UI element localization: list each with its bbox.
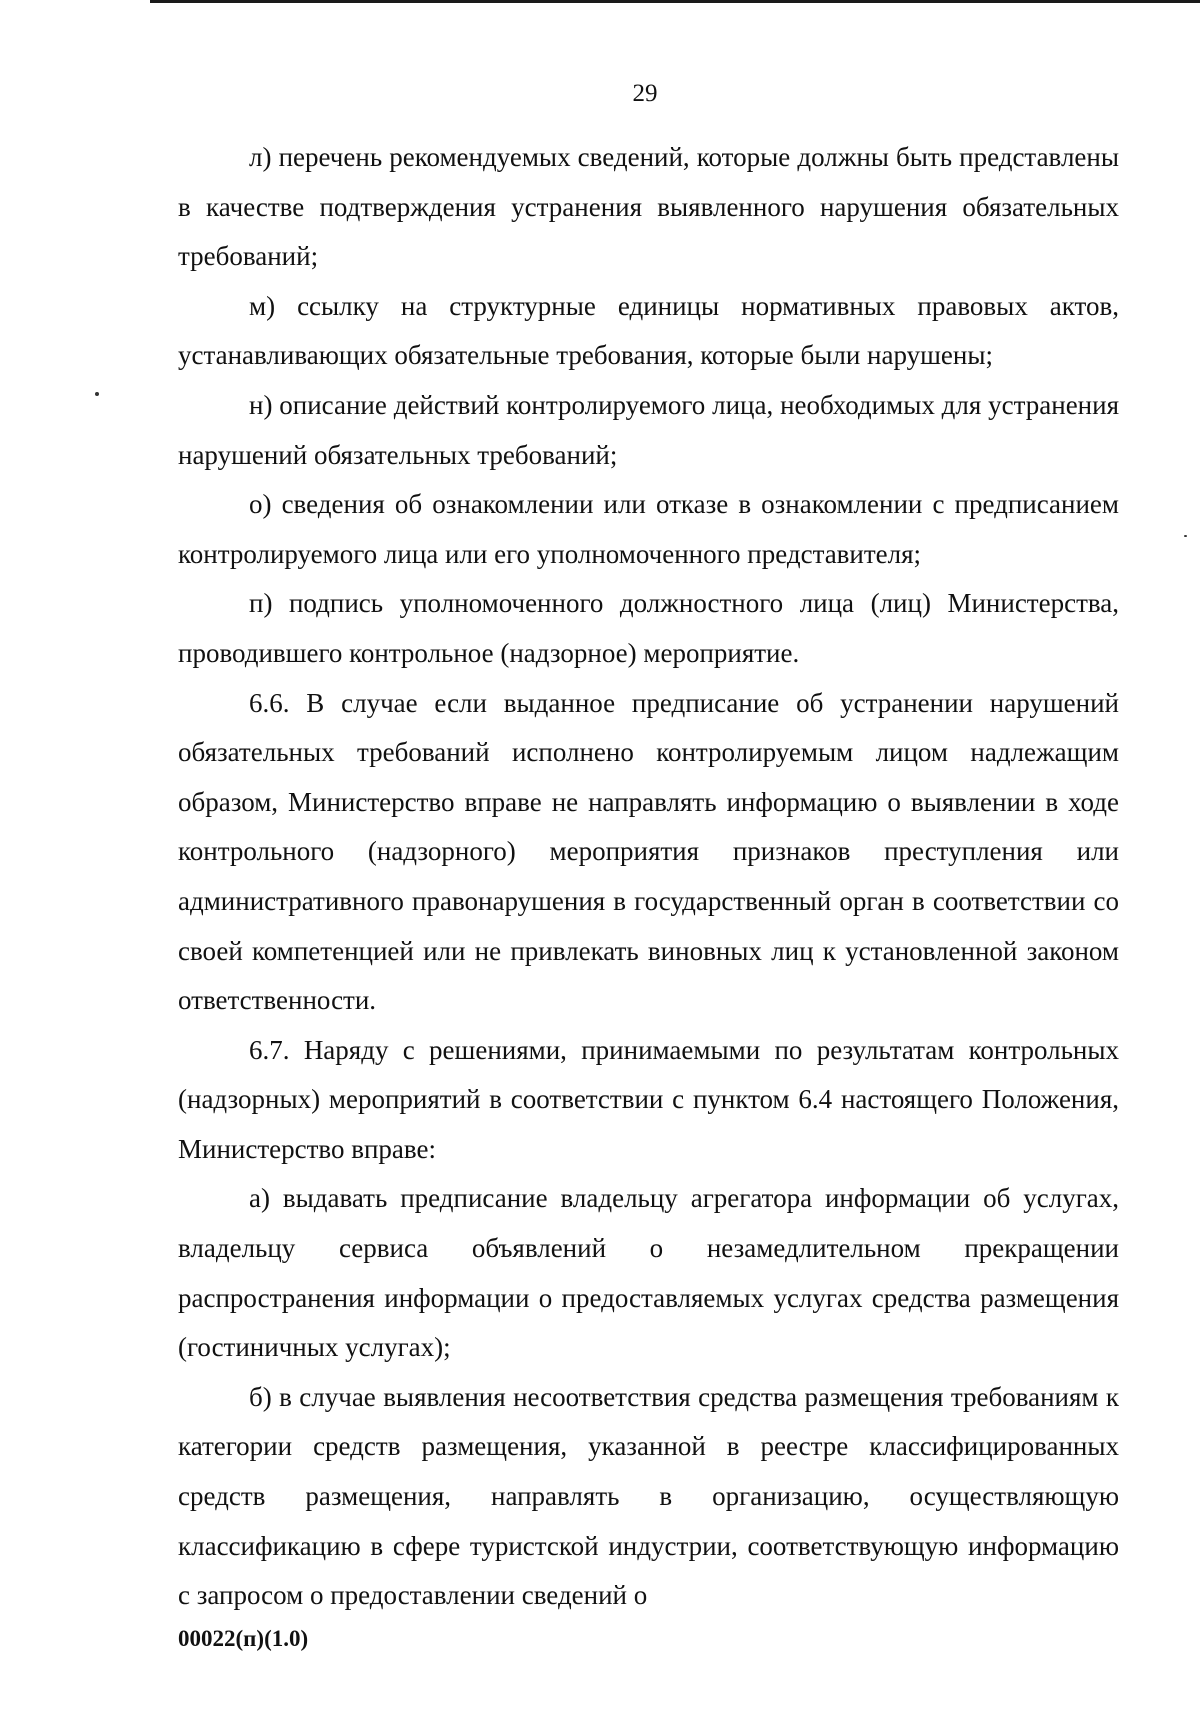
scan-edge-line — [150, 0, 1200, 3]
document-body — [178, 133, 1119, 1621]
paragraph-l: л) перечень рекомендуемых сведений, которые должны быть представлены в качестве подтверждения устранения выявленного нарушения обязательных требований; — [178, 142, 1119, 272]
paragraph-n: н) описание действий контролируемого лица, необходимых для устранения нарушений обязательных требований; — [178, 389, 1119, 470]
paragraph-6-7: 6.7. Наряду с решениями, принимаемыми по результатам контрольных (надзорных) мероприятий в соответствии с пунктом 6.4 настоящего Положения, Министерство вправе: — [178, 1034, 1119, 1164]
scan-speck — [1184, 535, 1187, 537]
paragraph-a: а) выдавать предписание владельцу агрегатора информации об услугах, владельцу сервиса объявлений о незамедлительном прекращении распространения информации о предоставляемых услугах средства размещения (гостиничных услугах); — [178, 1183, 1119, 1363]
document-code: 00022(п)(1.0) — [178, 1626, 309, 1651]
scan-speck — [95, 392, 99, 396]
paragraph-o: о) сведения об ознакомлении или отказе в ознакомлении с предписанием контролируемого лица или его уполномоченного представителя; — [178, 489, 1119, 569]
paragraph-b: б) в случае выявления несоответствия средства размещения требованиям к категории средств размещения, указанной в реестре классифицированных средств размещения, направлять в организацию, осуществляющую классификацию в сфере туристской индустрии, соответствующую информацию с запросом о предоставлении сведений о — [178, 1381, 1119, 1611]
paragraph-6-6: 6.6. В случае если выданное предписание об устранении нарушений обязательных требований исполнено контролируемым лицом надлежащим образом, Министерство вправе не направлять информацию о выявлении в ходе контрольного (надзорного) мероприятия признаков преступления или административного правонарушения в государственный орган в соответствии со своей компетенцией или не привлекать виновных лиц к установленной законом ответственности. — [178, 687, 1119, 1016]
paragraph-m: м) ссылку на структурные единицы нормативных правовых актов, устанавливающих обязательные требования, которые были нарушены; — [178, 290, 1119, 371]
paragraph-p: п) подпись уполномоченного должностного лица (лиц) Министерства, проводившего контрольное (надзорное) мероприятие. — [178, 588, 1119, 668]
page-number: 29 — [632, 80, 658, 107]
